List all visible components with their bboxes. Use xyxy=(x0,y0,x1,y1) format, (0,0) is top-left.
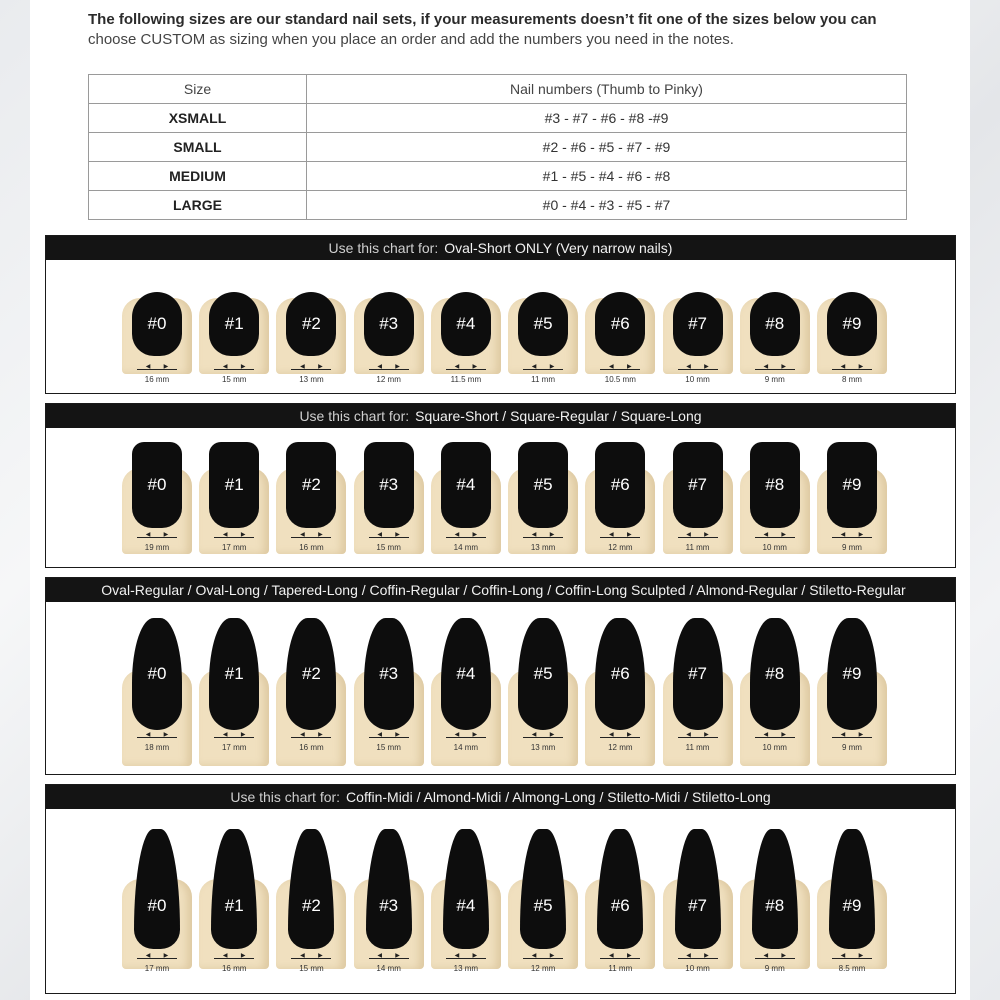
nail-shape xyxy=(211,829,257,949)
nail-shape xyxy=(827,292,877,356)
nail-width-measure xyxy=(663,366,733,384)
nail-size-card xyxy=(740,278,810,400)
nail-width-label: 10 mm xyxy=(685,964,710,973)
nail-number-label: #6 xyxy=(610,896,630,915)
nail-shape xyxy=(675,829,721,949)
nail-number-label: #9 xyxy=(842,664,862,683)
nail-width-measure xyxy=(122,734,192,752)
nail-width-label: 19 mm xyxy=(144,543,170,552)
numbers-cell: #3 - #7 - #6 - #8 -#9 xyxy=(307,104,907,133)
double-arrow-icon xyxy=(829,534,875,542)
nail-shape xyxy=(364,442,414,528)
nail-width-label: 9 mm xyxy=(764,375,785,384)
nail-width-measure xyxy=(817,955,887,973)
nail-size-card xyxy=(663,610,733,796)
nail-width-label: 11 mm xyxy=(685,743,710,752)
double-arrow-icon xyxy=(752,366,798,374)
nail-number-label: #0 xyxy=(147,896,167,915)
nail-width-label: 9 mm xyxy=(841,543,862,552)
nail-number-label: #1 xyxy=(224,314,244,333)
chart-prefix: Use this chart for: xyxy=(328,240,439,256)
nail-width-label: 11 mm xyxy=(685,543,710,552)
nail-width-measure xyxy=(663,534,733,552)
nail-width-label: 13 mm xyxy=(530,743,556,752)
nail-size-card xyxy=(663,823,733,999)
double-arrow-icon xyxy=(752,955,798,963)
double-arrow-icon xyxy=(443,734,489,742)
double-arrow-icon xyxy=(675,955,721,963)
nail-size-card xyxy=(431,434,501,584)
nail-width-label: 17 mm xyxy=(221,743,247,752)
double-arrow-icon xyxy=(288,366,334,374)
nail-size-card xyxy=(199,434,269,584)
nail-number-label: #1 xyxy=(224,475,244,494)
nail-width-label: 10 mm xyxy=(762,743,787,752)
size-cell: SMALL xyxy=(89,133,307,162)
double-arrow-icon xyxy=(597,366,643,374)
nail-width-label: 8 mm xyxy=(841,375,862,384)
nail-width-measure xyxy=(585,734,655,752)
nail-number-label: #6 xyxy=(610,475,630,494)
double-arrow-icon xyxy=(597,955,643,963)
nail-shape xyxy=(673,292,723,356)
nail-width-measure xyxy=(817,366,887,384)
table-row xyxy=(89,104,907,133)
size-cell: XSMALL xyxy=(89,104,307,133)
nail-shape xyxy=(750,292,800,356)
nail-width-measure xyxy=(199,534,269,552)
double-arrow-icon xyxy=(366,955,412,963)
chart-panel-oval-coffin-almond xyxy=(45,577,956,775)
size-table xyxy=(88,74,907,220)
double-arrow-icon xyxy=(211,955,257,963)
double-arrow-icon xyxy=(211,734,257,742)
nail-size-card xyxy=(276,434,346,584)
nail-number-label: #3 xyxy=(379,475,399,494)
nail-shape xyxy=(132,442,182,528)
double-arrow-icon xyxy=(443,366,489,374)
nail-width-label: 16 mm xyxy=(299,743,324,752)
nail-width-label: 11 mm xyxy=(608,964,633,973)
nail-shape xyxy=(441,292,491,356)
nail-shape xyxy=(518,292,568,356)
nail-width-label: 8.5 mm xyxy=(838,964,866,973)
nail-number-label: #4 xyxy=(456,314,476,333)
chart-header-bar xyxy=(46,785,955,809)
nail-width-label: 12 mm xyxy=(608,743,633,752)
double-arrow-icon xyxy=(366,534,412,542)
nail-width-measure xyxy=(740,734,810,752)
nail-shape xyxy=(673,618,723,730)
nail-shape xyxy=(595,442,645,528)
numbers-cell: #1 - #5 - #4 - #6 - #8 xyxy=(307,162,907,191)
chart-prefix: Use this chart for: xyxy=(299,408,410,424)
nail-width-measure xyxy=(431,734,501,752)
nail-width-measure xyxy=(585,534,655,552)
nail-number-label: #9 xyxy=(842,314,862,333)
double-arrow-icon xyxy=(520,955,566,963)
nail-width-measure xyxy=(354,955,424,973)
nail-number-label: #2 xyxy=(301,664,321,683)
nail-width-label: 16 mm xyxy=(144,375,170,384)
nail-width-label: 15 mm xyxy=(376,543,401,552)
double-arrow-icon xyxy=(597,534,643,542)
nail-size-card xyxy=(199,610,269,796)
nail-size-card xyxy=(276,823,346,999)
nail-number-label: #8 xyxy=(765,896,785,915)
nail-shape xyxy=(752,829,798,949)
nail-width-label: 12 mm xyxy=(530,964,556,973)
size-column-header: Size xyxy=(89,75,307,104)
nail-width-measure xyxy=(585,366,655,384)
nail-width-measure xyxy=(354,534,424,552)
nail-number-label: #5 xyxy=(533,475,553,494)
nail-width-label: 16 mm xyxy=(299,543,324,552)
nail-size-card xyxy=(585,610,655,796)
double-arrow-icon xyxy=(443,955,489,963)
nail-width-label: 14 mm xyxy=(453,743,479,752)
nail-shape xyxy=(750,618,800,730)
chart-header-bar xyxy=(46,578,955,602)
nail-number-label: #6 xyxy=(610,664,630,683)
double-arrow-icon xyxy=(366,366,412,374)
nail-size-card xyxy=(585,278,655,400)
nail-number-label: #6 xyxy=(610,314,630,333)
nail-width-measure xyxy=(276,734,346,752)
double-arrow-icon xyxy=(752,734,798,742)
nail-width-label: 15 mm xyxy=(376,743,401,752)
nail-shape xyxy=(595,618,645,730)
nail-shape xyxy=(286,292,336,356)
nail-width-label: 14 mm xyxy=(376,964,401,973)
nail-size-card xyxy=(817,823,887,999)
chart-header-bar xyxy=(46,404,955,428)
chart-panel-oval-short xyxy=(45,235,956,394)
nail-number-label: #7 xyxy=(688,896,707,915)
nail-size-card xyxy=(431,823,501,999)
nail-width-measure xyxy=(276,366,346,384)
double-arrow-icon xyxy=(211,534,257,542)
nail-number-label: #1 xyxy=(224,896,244,915)
nail-row xyxy=(46,602,955,796)
chart-title: Oval-Short ONLY (Very narrow nails) xyxy=(444,240,673,256)
size-table-header-row xyxy=(89,75,907,104)
nail-shape xyxy=(132,618,182,730)
nail-size-card xyxy=(354,823,424,999)
chart-header-bar xyxy=(46,236,955,260)
nail-shape xyxy=(595,292,645,356)
nail-width-measure xyxy=(199,734,269,752)
nail-number-label: #4 xyxy=(456,475,476,494)
nail-shape xyxy=(364,618,414,730)
nail-shape xyxy=(443,829,489,949)
nail-width-label: 15 mm xyxy=(299,964,324,973)
nail-number-label: #5 xyxy=(533,896,553,915)
nail-shape xyxy=(286,442,336,528)
nail-width-label: 16 mm xyxy=(221,964,247,973)
nail-width-measure xyxy=(431,534,501,552)
double-arrow-icon xyxy=(675,366,721,374)
nail-shape xyxy=(827,442,877,528)
nail-number-label: #2 xyxy=(301,475,321,494)
nail-size-card xyxy=(354,610,424,796)
nail-width-label: 9 mm xyxy=(764,964,785,973)
nail-shape xyxy=(209,442,259,528)
double-arrow-icon xyxy=(134,734,180,742)
double-arrow-icon xyxy=(288,734,334,742)
nail-number-label: #9 xyxy=(842,896,862,915)
table-row xyxy=(89,133,907,162)
nail-shape xyxy=(441,618,491,730)
nail-size-card xyxy=(817,610,887,796)
chart-title: Oval-Regular / Oval-Long / Tapered-Long / Coffin-Regular / Coffin-Long / Coffin-Long Sculpted / Almond-Regular / Stiletto-Regular xyxy=(101,582,906,598)
nail-width-measure xyxy=(663,734,733,752)
intro-line-2: choose CUSTOM as sizing when you place an order and add the numbers you need in the notes. xyxy=(88,31,734,48)
intro-text xyxy=(88,10,948,50)
nail-shape xyxy=(209,618,259,730)
double-arrow-icon xyxy=(829,734,875,742)
nail-size-card xyxy=(276,278,346,400)
nail-width-measure xyxy=(354,734,424,752)
nail-number-label: #0 xyxy=(147,314,167,333)
nail-number-label: #3 xyxy=(379,896,399,915)
nail-width-measure xyxy=(740,955,810,973)
nail-number-label: #4 xyxy=(456,896,476,915)
nail-shape xyxy=(364,292,414,356)
nail-shape xyxy=(132,292,182,356)
nail-size-card xyxy=(199,823,269,999)
nail-row xyxy=(46,809,955,999)
double-arrow-icon xyxy=(288,955,334,963)
nail-shape xyxy=(209,292,259,356)
nail-shape xyxy=(750,442,800,528)
nail-width-measure xyxy=(199,366,269,384)
nail-number-label: #4 xyxy=(456,664,476,683)
nail-width-measure xyxy=(508,534,578,552)
nail-width-label: 18 mm xyxy=(144,743,170,752)
nail-size-card xyxy=(431,278,501,400)
double-arrow-icon xyxy=(134,534,180,542)
nail-shape xyxy=(288,829,334,949)
numbers-cell: #0 - #4 - #3 - #5 - #7 xyxy=(307,191,907,220)
nail-width-measure xyxy=(122,534,192,552)
table-row xyxy=(89,162,907,191)
nail-width-label: 10.5 mm xyxy=(604,375,636,384)
nail-shape xyxy=(520,829,566,949)
nail-row xyxy=(46,260,955,400)
nail-width-label: 17 mm xyxy=(221,543,247,552)
table-row xyxy=(89,191,907,220)
double-arrow-icon xyxy=(675,734,721,742)
nail-size-card xyxy=(508,434,578,584)
nail-size-card xyxy=(740,610,810,796)
nail-size-card xyxy=(585,434,655,584)
nail-number-label: #8 xyxy=(765,475,785,494)
double-arrow-icon xyxy=(597,734,643,742)
nail-size-card xyxy=(354,434,424,584)
intro-line-1: The following sizes are our standard nail sets, if your measurements doesn’t fit one of the sizes below you can xyxy=(88,11,877,28)
nail-width-label: 10 mm xyxy=(685,375,710,384)
nail-size-card xyxy=(199,278,269,400)
nail-shape xyxy=(829,829,875,949)
nail-width-measure xyxy=(276,534,346,552)
size-cell: MEDIUM xyxy=(89,162,307,191)
nail-number-label: #7 xyxy=(688,664,707,683)
nail-number-label: #3 xyxy=(379,314,399,333)
nail-width-measure xyxy=(740,534,810,552)
nail-width-measure xyxy=(122,366,192,384)
double-arrow-icon xyxy=(134,955,180,963)
numbers-column-header: Nail numbers (Thumb to Pinky) xyxy=(307,75,907,104)
nail-width-label: 10 mm xyxy=(762,543,787,552)
nail-size-card xyxy=(122,434,192,584)
nail-width-measure xyxy=(431,955,501,973)
double-arrow-icon xyxy=(520,734,566,742)
nail-width-label: 17 mm xyxy=(144,964,170,973)
nail-width-measure xyxy=(817,534,887,552)
nail-width-measure xyxy=(508,734,578,752)
nail-size-card xyxy=(122,278,192,400)
nail-number-label: #8 xyxy=(765,664,785,683)
nail-shape xyxy=(366,829,412,949)
double-arrow-icon xyxy=(675,534,721,542)
nail-width-label: 13 mm xyxy=(453,964,479,973)
chart-panel-square xyxy=(45,403,956,568)
double-arrow-icon xyxy=(752,534,798,542)
nail-width-measure xyxy=(508,955,578,973)
nail-width-label: 13 mm xyxy=(299,375,324,384)
size-cell: LARGE xyxy=(89,191,307,220)
double-arrow-icon xyxy=(134,366,180,374)
nail-shape xyxy=(441,442,491,528)
nail-width-measure xyxy=(740,366,810,384)
nail-shape xyxy=(134,829,180,949)
double-arrow-icon xyxy=(829,955,875,963)
double-arrow-icon xyxy=(520,534,566,542)
double-arrow-icon xyxy=(443,534,489,542)
nail-width-measure xyxy=(354,366,424,384)
double-arrow-icon xyxy=(829,366,875,374)
nail-size-card xyxy=(817,434,887,584)
chart-panel-midi-stiletto xyxy=(45,784,956,994)
nail-width-label: 11 mm xyxy=(531,375,556,384)
nail-shape xyxy=(827,618,877,730)
nail-width-label: 9 mm xyxy=(841,743,862,752)
double-arrow-icon xyxy=(366,734,412,742)
nail-width-measure xyxy=(663,955,733,973)
numbers-cell: #2 - #6 - #5 - #7 - #9 xyxy=(307,133,907,162)
nail-width-label: 12 mm xyxy=(376,375,401,384)
nail-size-card xyxy=(354,278,424,400)
nail-number-label: #0 xyxy=(147,475,167,494)
nail-width-measure xyxy=(199,955,269,973)
nail-width-measure xyxy=(276,955,346,973)
nail-width-measure xyxy=(585,955,655,973)
nail-row xyxy=(46,428,955,584)
nail-size-card xyxy=(431,610,501,796)
nail-shape xyxy=(286,618,336,730)
nail-width-label: 12 mm xyxy=(608,543,633,552)
chart-title: Square-Short / Square-Regular / Square-Long xyxy=(415,408,702,424)
nail-shape xyxy=(597,829,643,949)
nail-size-card xyxy=(663,434,733,584)
nail-width-measure xyxy=(508,366,578,384)
nail-width-measure xyxy=(122,955,192,973)
nail-number-label: #8 xyxy=(765,314,785,333)
nail-number-label: #7 xyxy=(688,475,707,494)
nail-width-measure xyxy=(431,366,501,384)
nail-size-card xyxy=(663,278,733,400)
nail-size-card xyxy=(122,823,192,999)
nail-size-card xyxy=(508,610,578,796)
double-arrow-icon xyxy=(520,366,566,374)
chart-title: Coffin-Midi / Almond-Midi / Almong-Long / Stiletto-Midi / Stiletto-Long xyxy=(346,789,771,805)
nail-shape xyxy=(673,442,723,528)
nail-shape xyxy=(518,618,568,730)
nail-width-label: 11.5 mm xyxy=(450,375,482,384)
nail-size-card xyxy=(276,610,346,796)
nail-size-card xyxy=(508,278,578,400)
nail-width-label: 13 mm xyxy=(530,543,556,552)
nail-size-card xyxy=(508,823,578,999)
nail-number-label: #2 xyxy=(301,314,321,333)
nail-width-label: 15 mm xyxy=(221,375,247,384)
nail-number-label: #3 xyxy=(379,664,399,683)
nail-number-label: #1 xyxy=(224,664,244,683)
nail-size-card xyxy=(740,823,810,999)
nail-width-measure xyxy=(817,734,887,752)
nail-size-card xyxy=(740,434,810,584)
nail-number-label: #5 xyxy=(533,664,553,683)
nail-size-card xyxy=(585,823,655,999)
double-arrow-icon xyxy=(288,534,334,542)
nail-width-label: 14 mm xyxy=(453,543,479,552)
nail-number-label: #2 xyxy=(301,896,321,915)
nail-number-label: #7 xyxy=(688,314,707,333)
nail-size-card xyxy=(817,278,887,400)
nail-shape xyxy=(518,442,568,528)
chart-prefix: Use this chart for: xyxy=(230,789,341,805)
nail-number-label: #0 xyxy=(147,664,167,683)
double-arrow-icon xyxy=(211,366,257,374)
nail-number-label: #9 xyxy=(842,475,862,494)
nail-size-card xyxy=(122,610,192,796)
nail-number-label: #5 xyxy=(533,314,553,333)
